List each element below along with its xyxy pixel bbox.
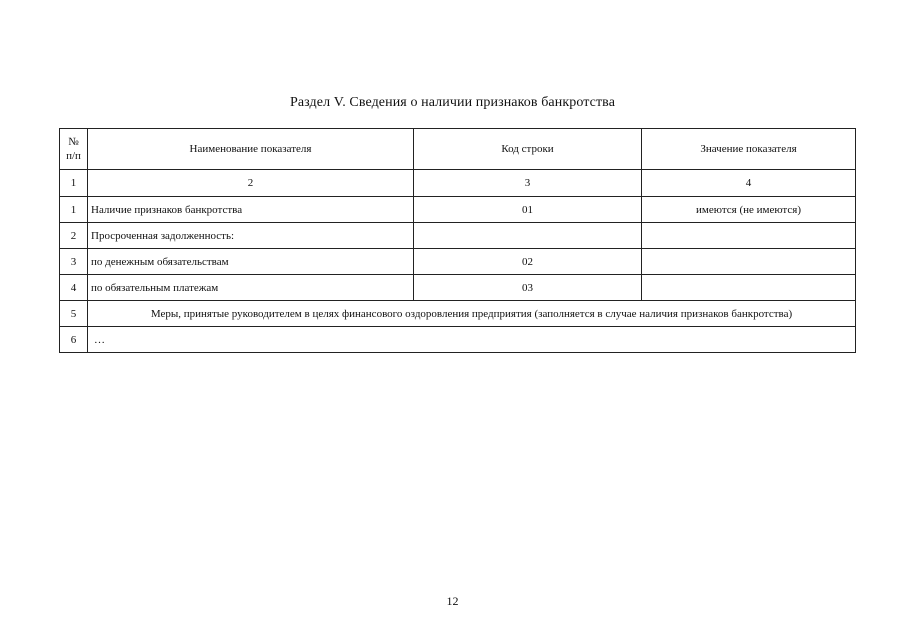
indicator-name: по денежным обязательствам xyxy=(88,249,414,275)
column-index-cell: 1 xyxy=(60,170,88,197)
header-num: № п/п xyxy=(60,129,88,170)
table-row xyxy=(60,223,856,249)
table-header-row xyxy=(60,129,856,170)
indicator-name: Просроченная задолженность: xyxy=(88,223,414,249)
section-title: Раздел V. Сведения о наличии признаков банкротства xyxy=(289,95,616,110)
indicator-value xyxy=(642,275,856,301)
table-row xyxy=(60,275,856,301)
row-number: 4 xyxy=(60,275,88,301)
line-code: 03 xyxy=(414,275,642,301)
financial-recovery-measures: Меры, принятые руководителем в целях финансового оздоровления предприятия (заполняется в случае наличия признаков банкротства) xyxy=(88,301,856,327)
indicator-value xyxy=(642,223,856,249)
column-index-cell: 4 xyxy=(642,170,856,197)
table-row xyxy=(60,249,856,275)
bankruptcy-indicators-table xyxy=(59,128,856,353)
column-index-cell: 2 xyxy=(88,170,414,197)
line-code: 02 xyxy=(414,249,642,275)
indicator-value xyxy=(642,249,856,275)
table-row xyxy=(60,327,856,353)
header-value: Значение показателя xyxy=(642,129,856,170)
row-number: 2 xyxy=(60,223,88,249)
row-number: 5 xyxy=(60,301,88,327)
indicator-name: Наличие признаков банкротства xyxy=(88,197,414,223)
column-index-cell: 3 xyxy=(414,170,642,197)
table-row xyxy=(60,197,856,223)
row-number: 3 xyxy=(60,249,88,275)
page-number: 12 xyxy=(446,594,459,608)
indicator-name: по обязательным платежам xyxy=(88,275,414,301)
row-number: 6 xyxy=(60,327,88,353)
line-code xyxy=(414,223,642,249)
column-index-row xyxy=(60,170,856,197)
row-number: 1 xyxy=(60,197,88,223)
table-row xyxy=(60,301,856,327)
continuation-ellipsis: … xyxy=(88,327,856,353)
line-code: 01 xyxy=(414,197,642,223)
indicator-value: имеются (не имеются) xyxy=(642,197,856,223)
header-code: Код строки xyxy=(414,129,642,170)
header-name: Наименование показателя xyxy=(88,129,414,170)
